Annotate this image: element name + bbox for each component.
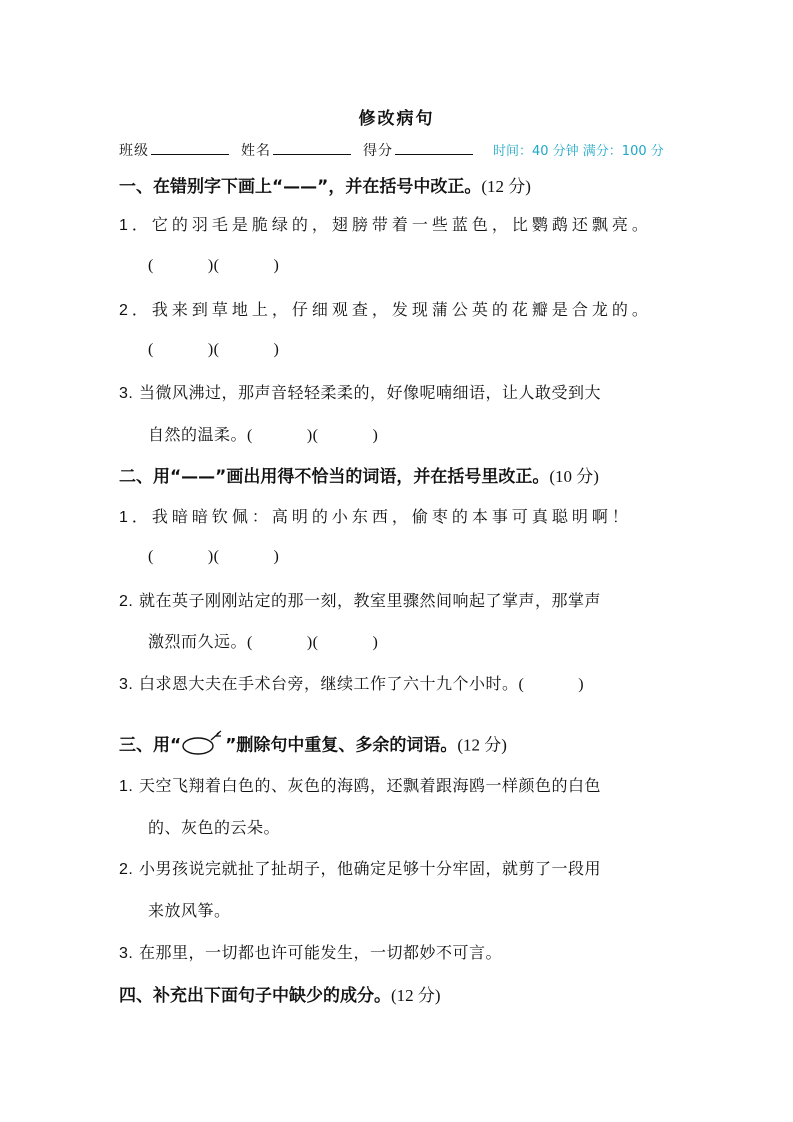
class-label: 班级 bbox=[119, 143, 149, 159]
section-2-heading: 二、用“——”画出用得不恰当的词语，并在括号里改正。(10 分) bbox=[119, 467, 599, 487]
question-1-2: 2．我来到草地上，仔细观查，发现蒲公英的花瓣是合龙的。 bbox=[119, 300, 652, 319]
question-3-2: 2. 小男孩说完就扯了扯胡子，他确定足够十分牢固，就剪了一段用 bbox=[119, 859, 601, 878]
question-1-1: 1．它的羽毛是脆绿的，翅膀带着一些蓝色，比鹦鹉还飘亮。 bbox=[119, 215, 652, 234]
time-info: 时间：40 分钟 满分：100 分 bbox=[493, 144, 664, 159]
score-blank[interactable] bbox=[395, 140, 473, 155]
section-4-heading: 四、补充出下面句子中缺少的成分。(12 分) bbox=[119, 986, 441, 1006]
class-blank[interactable] bbox=[151, 140, 229, 155]
question-2-2-cont: 激烈而久远。( )( ) bbox=[148, 632, 379, 651]
name-label: 姓名 bbox=[241, 143, 271, 159]
page-title: 修改病句 bbox=[358, 109, 435, 129]
question-1-3: 3. 当微风沸过，那声音轻轻柔柔的，好像呢喃细语，让人敢受到大 bbox=[119, 383, 601, 402]
question-2-3: 3. 白求恩大夫在手术台旁，继续工作了六十九个小时。( ) bbox=[119, 674, 585, 693]
section-2-points: (10 分) bbox=[549, 467, 599, 486]
answer-1-3[interactable]: ( )( ) bbox=[247, 427, 379, 444]
question-2-1: 1．我暗暗钦佩：高明的小东西，偷枣的本事可真聪明啊！ bbox=[119, 507, 632, 526]
section-1-heading: 一、在错别字下画上“——”，并在括号中改正。(12 分) bbox=[119, 177, 531, 197]
answer-2-3[interactable]: ( ) bbox=[518, 676, 585, 693]
section-1-points: (12 分) bbox=[481, 177, 531, 196]
header-meta bbox=[119, 140, 679, 160]
answer-2-2[interactable]: ( )( ) bbox=[247, 634, 379, 651]
question-3-1: 1. 天空飞翔着白色的、灰色的海鸥，还飘着跟海鸥一样颜色的白色 bbox=[119, 776, 601, 795]
answer-2-1[interactable]: ( )( ) bbox=[148, 548, 280, 565]
answer-1-1[interactable]: ( )( ) bbox=[148, 257, 280, 274]
name-blank[interactable] bbox=[273, 140, 351, 155]
question-3-1-cont: 的、灰色的云朵。 bbox=[148, 818, 281, 837]
delete-mark-icon bbox=[181, 730, 225, 761]
question-2-2: 2. 就在英子刚刚站定的那一刻，教室里骤然间响起了掌声，那掌声 bbox=[119, 591, 601, 610]
question-3-2-cont: 来放风筝。 bbox=[148, 901, 231, 920]
section-4-points: (12 分) bbox=[391, 986, 441, 1005]
answer-1-2[interactable]: ( )( ) bbox=[148, 341, 280, 358]
question-1-3-cont: 自然的温柔。( )( ) bbox=[148, 425, 379, 444]
section-3-points: (12 分) bbox=[457, 735, 507, 755]
score-label: 得分 bbox=[363, 143, 393, 159]
question-3-3: 3. 在那里，一切都也许可能发生，一切都妙不可言。 bbox=[119, 943, 502, 962]
section-3-heading: 三、用“ ”删除句中重复、多余的词语。(12 分) bbox=[119, 730, 507, 761]
